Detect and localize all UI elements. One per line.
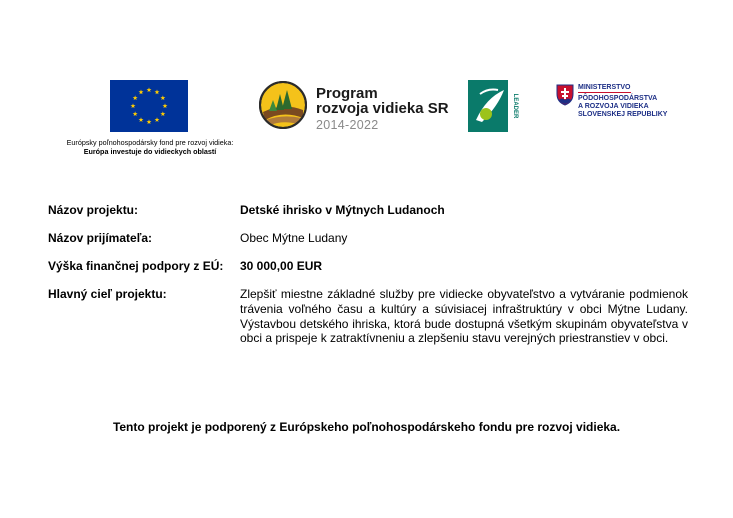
leader-label: LEADER bbox=[512, 93, 518, 119]
prv-title bbox=[316, 86, 449, 116]
recipient-value: Obec Mýtne Ludany bbox=[240, 231, 348, 245]
logo-bar bbox=[0, 0, 733, 160]
project-name-value: Detské ihrisko v Mýtnych Ludanoch bbox=[240, 203, 445, 217]
goal-row bbox=[48, 287, 688, 346]
prv-logo bbox=[258, 80, 449, 136]
ministry-name bbox=[578, 84, 667, 119]
eu-caption bbox=[50, 138, 250, 156]
project-name-label: Názov projektu: bbox=[48, 203, 139, 217]
ministry-line4: SLOVENSKEJ REPUBLIKY bbox=[578, 111, 668, 118]
support-statement: Tento projekt je podporený z Európskeho poľnohospodárskeho fondu pre rozvoj vidieka. bbox=[112, 420, 621, 434]
eu-flag-icon bbox=[110, 80, 188, 132]
leader-logo-icon bbox=[468, 80, 520, 132]
prv-emblem-icon bbox=[258, 80, 308, 130]
ministry-logo bbox=[556, 84, 686, 124]
amount-value: 30 000,00 EUR bbox=[240, 259, 323, 273]
ministry-line2: PÔDOHOSPODÁRSTVA bbox=[578, 95, 658, 102]
prv-years: 2014-2022 bbox=[316, 118, 379, 132]
slovak-coat-of-arms-icon bbox=[556, 84, 574, 106]
prv-line2: rozvoja vidieka SR bbox=[316, 100, 449, 117]
eu-caption-line2: Európa investuje do vidieckych oblastí bbox=[83, 147, 217, 156]
amount-label: Výška finančnej podpory z EÚ: bbox=[48, 259, 224, 273]
goal-value: Zlepšiť miestne základné služby pre vidiecke obyvateľstvo a vytváranie podmienok trávenia voľného času a kultúry a súvisiacej infraštruktúry v obci Mýtne Ludany. Výstavbou detského ihriska, ktorá bude dostupná všetkým skupinám obyvateľstva v obci a prispeje k zatraktívneniu a zlepšeniu stavu verejných priestranstiev v obci. bbox=[240, 287, 688, 346]
prv-line1: Program bbox=[316, 85, 378, 102]
recipient-label: Názov prijímateľa: bbox=[48, 231, 152, 245]
eu-caption-line1: Európsky poľnohospodársky fond pre rozvoj vidieka: bbox=[66, 138, 234, 147]
goal-label: Hlavný cieľ projektu: bbox=[48, 287, 167, 301]
amount-row bbox=[48, 259, 688, 287]
project-info bbox=[48, 203, 688, 346]
ministry-line3: A ROZVOJA VIDIEKA bbox=[578, 103, 649, 110]
project-name-row bbox=[48, 203, 688, 231]
ministry-line1: MINISTERSTVO bbox=[578, 84, 631, 91]
recipient-row bbox=[48, 231, 688, 259]
eu-stars bbox=[110, 80, 188, 132]
